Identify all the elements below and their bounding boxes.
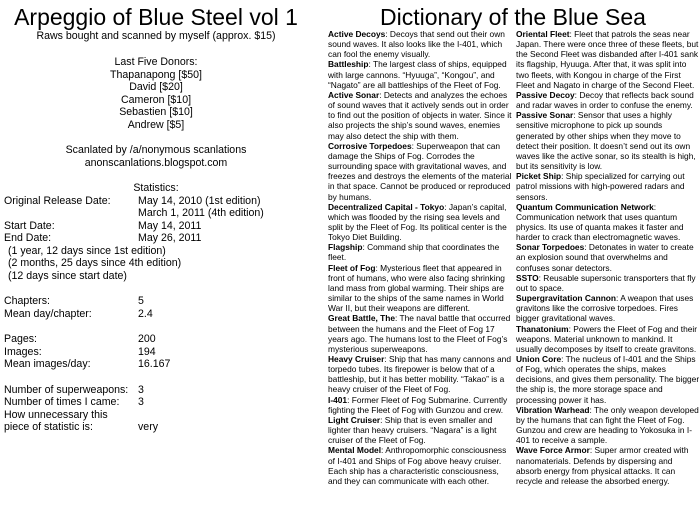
entry-definition: : Anthropomorphic consciousness of I-401 and Ships of Fog above heavy cruiser. Each ship has a characteristic consciousness, and they can communicate with each other. [328, 445, 507, 486]
entry-term: Passive Decoy [516, 89, 575, 100]
stat-start-date [4, 220, 201, 233]
stat-value: March 1, 2011 (4th edition) [138, 207, 264, 219]
entry-definition: : The only weapon developed by the humans that can fight the Fleet of Fog. Gunzou and crew are heading to Yokosuka in I-401 to receive a sample. [516, 404, 699, 446]
stat-mean-day-chapter [4, 308, 153, 321]
entry-definition: : A weapon that uses gravitons like the corrosive torpedoes. Fires bigger gravitational waves. [516, 293, 694, 324]
entry-term: Quantum Communication Network [516, 201, 654, 212]
entry-term: Picket Ship [516, 171, 562, 182]
entry-term: Active Decoys [328, 29, 386, 39]
stat-label: End Date: [4, 232, 52, 244]
entry-term: I-401 [328, 394, 348, 405]
entry-definition: : Detects and analyzes the echoes of sound waves that it actively sends out in order to find out the position of objects in water. Since it also projects the ship’s sound waves, enemies may also detect the ship with them. [328, 89, 512, 141]
stat-label: Chapters: [4, 295, 50, 307]
dictionary-entry [516, 29, 700, 90]
stat-label: How unnecessary this [4, 408, 108, 421]
stat-label: piece of statistic is: [4, 421, 93, 433]
stat-value: 200 [138, 333, 156, 345]
entry-term: Vibration Warhead [516, 404, 590, 415]
dictionary-panel [326, 0, 700, 513]
entry-definition: : Super armor created with nanomaterials. Defends by dispersing and absorb energy from physical attacks. It can recycle and release the absorbed energy. [516, 445, 689, 486]
stat-times-came [4, 396, 144, 409]
stat-label: Mean day/chapter: [4, 307, 92, 320]
stat-unnecessary-label [4, 409, 138, 422]
entry-term: Supergravitation Cannon [516, 293, 617, 304]
entry-definition: : Reusable supersonic transporters that fly out to space. [516, 272, 696, 293]
stat-unnecessary [4, 421, 158, 434]
entry-definition: : Ship that has many cannons and torpedo tubes. Its firepower is below that of a battleship, but it has better mobility. “Takao” is a heavy cruiser of the Fleet of Fog. [328, 354, 511, 395]
entry-term: Flagship [328, 242, 363, 253]
entry-definition: : Decoys that send out their own sound waves. It also looks like the I-401, which can fool the enemy visually. [328, 29, 505, 60]
entry-definition: : Sensor that uses a highly sensitive microphone to pick up sounds generated by other ships when they move to detect their position. It doesn’t send out its own waves like the active sonar, so its stealth is high, but its sensitivity is low. [516, 110, 696, 172]
stat-original-release [4, 195, 261, 208]
entry-definition: : Former Fleet of Fog Submarine. Currently fighting the Fleet of Fog with Gunzou and crew. [328, 394, 508, 415]
stat-chapters [4, 295, 144, 308]
dictionary-entry [328, 395, 515, 415]
dictionary-entry [516, 242, 700, 272]
entry-term: Passive Sonar [516, 110, 574, 121]
stat-label: Images: [4, 345, 42, 358]
entry-definition: : Superweapon that can damage the Ships of Fog. Corrodes the surrounding space with gravitational waves, and freezes and destroys the elements of the material in that space. Cannot be produced or reproduced by humans. [328, 140, 512, 202]
entry-term: Decentralized Capital - Tokyo [328, 201, 445, 212]
donors-heading: Last Five Donors: [114, 56, 198, 68]
entry-term: SSTO [516, 272, 539, 283]
donor-item: David [$20] [129, 81, 183, 93]
dictionary-entry [516, 273, 700, 293]
stat-value: 16.167 [138, 358, 171, 370]
dictionary-entry [328, 242, 515, 262]
entry-definition: : Ship specialized for carrying out patrol missions with high-powered radars and sensors. [516, 171, 685, 202]
site-link[interactable]: anonscanlations.blogspot.com [84, 156, 228, 169]
credits-panel [0, 0, 312, 513]
stats-heading: Statistics: [133, 182, 179, 194]
dictionary-entry [516, 293, 700, 323]
stat-superweapons [4, 384, 144, 397]
stat-value: May 14, 2011 [138, 219, 202, 232]
dictionary-entry [328, 29, 515, 59]
entry-definition: : Japan’s capital, which was flooded by the rising sea levels and split by the Fleet of Fog. Its political center is the Tokyo Diet Building. [328, 201, 507, 243]
entry-definition: : The naval battle that occurred between the humans and the Fleet of Fog 17 years ago. The humans lost to the Fleet of Fog’s mysterious superweapons. [328, 313, 511, 354]
stat-since-4th: (2 months, 25 days since 4th edition) [8, 257, 182, 269]
donor-item: Thapanapong [$50] [110, 68, 202, 81]
stat-value: very [138, 421, 159, 433]
dictionary-entry [516, 324, 700, 354]
stat-since-1st: (1 year, 12 days since 1st edition) [8, 244, 166, 257]
dictionary-entry [328, 141, 515, 202]
stat-label: Start Date: [4, 219, 55, 232]
donor-item: Sebastien [$10] [119, 106, 193, 118]
donor-item: Andrew [$5] [127, 118, 185, 131]
entry-term: Active Sonar [328, 89, 380, 100]
dictionary-entry [516, 110, 700, 171]
stat-original-release-4th [4, 207, 264, 220]
dictionary-entry [328, 59, 515, 89]
entry-term: Union Core [516, 354, 562, 364]
stat-end-date [4, 232, 201, 245]
dictionary-title: Dictionary of the Blue Sea [380, 4, 646, 30]
stat-pages [4, 333, 156, 346]
entry-term: Great Battle, The [328, 313, 396, 324]
dictionary-entry [516, 171, 700, 201]
dictionary-entry [328, 202, 515, 243]
entry-definition: : Ship that is even smaller and lighter than heavy cruisers. “Nagara” is a light cruiser of the Fleet of Fog. [328, 414, 497, 446]
dictionary-entry [328, 415, 515, 445]
dictionary-entry [516, 202, 700, 243]
entry-definition: : The largest class of ships, equipped with large cannons. “Hyuuga”, “Kongou”, and “Nagato” are all battleships of the Fleet of Fog. [328, 59, 507, 90]
entry-definition: : Decoy that reflects back sound and radar waves in order to confuse the enemy. [516, 89, 694, 111]
stat-label: Pages: [4, 333, 37, 345]
entry-term: Corrosive Torpedoes [328, 140, 412, 151]
entry-definition: : Fleet that patrols the seas near Japan. There were once three of these fleets, but the Second Fleet was disbanded after I-401 sank its flagship, Hyuuga. After that, it was split into two fleets, with Kongou in charge of the First Fleet and Nagato in charge of the Second Fleet. [516, 29, 699, 90]
stat-label: Number of times I came: [4, 396, 120, 408]
dictionary-column-2 [516, 29, 700, 486]
dictionary-entry [328, 313, 515, 354]
entry-definition: : Communication network that uses quantum physics. Its use of quanta makes it faster and harder to crack than electromagnetic waves. [516, 201, 684, 243]
entry-definition: : Powers the Fleet of Fog and their weapons. Material unknown to mankind. It usually decomposes by itself to create gravitons. [516, 323, 698, 354]
entry-term: Fleet of Fog [328, 262, 376, 273]
entry-definition: : Detonates in water to create an explosion sound that overwhelms and confuses sonar detectors. [516, 242, 694, 273]
entry-term: Battleship [328, 59, 369, 70]
entry-term: Mental Model [328, 445, 382, 456]
scanlated-by: Scanlated by /a/nonymous scanlations [65, 144, 247, 156]
entry-term: Light Cruiser [328, 414, 381, 425]
volume-title: Arpeggio of Blue Steel vol 1 [14, 4, 298, 30]
entry-definition: : Mysterious fleet that appeared in front of humans, who were also facing shrinking land mass from global warming. Their ships are similar to the ships of the same names in World War II, but their weapons are different. [328, 262, 505, 314]
entry-definition: : The nucleus of I-401 and the Ships of Fog, which operates the ships, makes decisions, and gives them personality. The bigger the ship is, the more storage space and processing power it has. [516, 354, 700, 405]
dictionary-entry [328, 354, 515, 395]
stat-value: 3 [138, 396, 144, 408]
stat-label: Original Release Date: [4, 194, 111, 207]
dictionary-entry [328, 445, 515, 486]
entry-definition: : Command ship that coordinates the fleet. [328, 242, 500, 263]
dictionary-entry [516, 445, 700, 486]
entry-term: Oriental Fleet [516, 29, 570, 39]
dictionary-entry [328, 90, 515, 141]
stat-value: May 14, 2010 (1st edition) [138, 194, 261, 207]
stat-label: Mean images/day: [4, 358, 91, 370]
stat-value: 2.4 [138, 307, 153, 320]
entry-term: Thanatonium [516, 323, 569, 334]
dictionary-entry [516, 405, 700, 446]
stat-value: 3 [138, 383, 144, 396]
dictionary-entry [516, 354, 700, 405]
stat-value: 5 [138, 295, 144, 307]
stat-since-start: (12 days since start date) [8, 269, 127, 282]
donor-item: Cameron [$10] [120, 93, 192, 106]
stat-images [4, 346, 156, 359]
stat-value: May 26, 2011 [138, 232, 202, 244]
dictionary-entry [516, 90, 700, 110]
stat-label: Number of superweapons: [4, 383, 129, 396]
entry-term: Wave Force Armor [516, 445, 590, 456]
entry-term: Heavy Cruiser [328, 354, 385, 364]
stat-value: 194 [138, 345, 156, 358]
dictionary-entry [328, 263, 515, 314]
stat-mean-images-day [4, 358, 170, 371]
dictionary-column-1 [328, 29, 515, 486]
entry-term: Sonar Torpedoes [516, 242, 585, 253]
raws-note: Raws bought and scanned by myself (approx. $15) [36, 30, 276, 42]
